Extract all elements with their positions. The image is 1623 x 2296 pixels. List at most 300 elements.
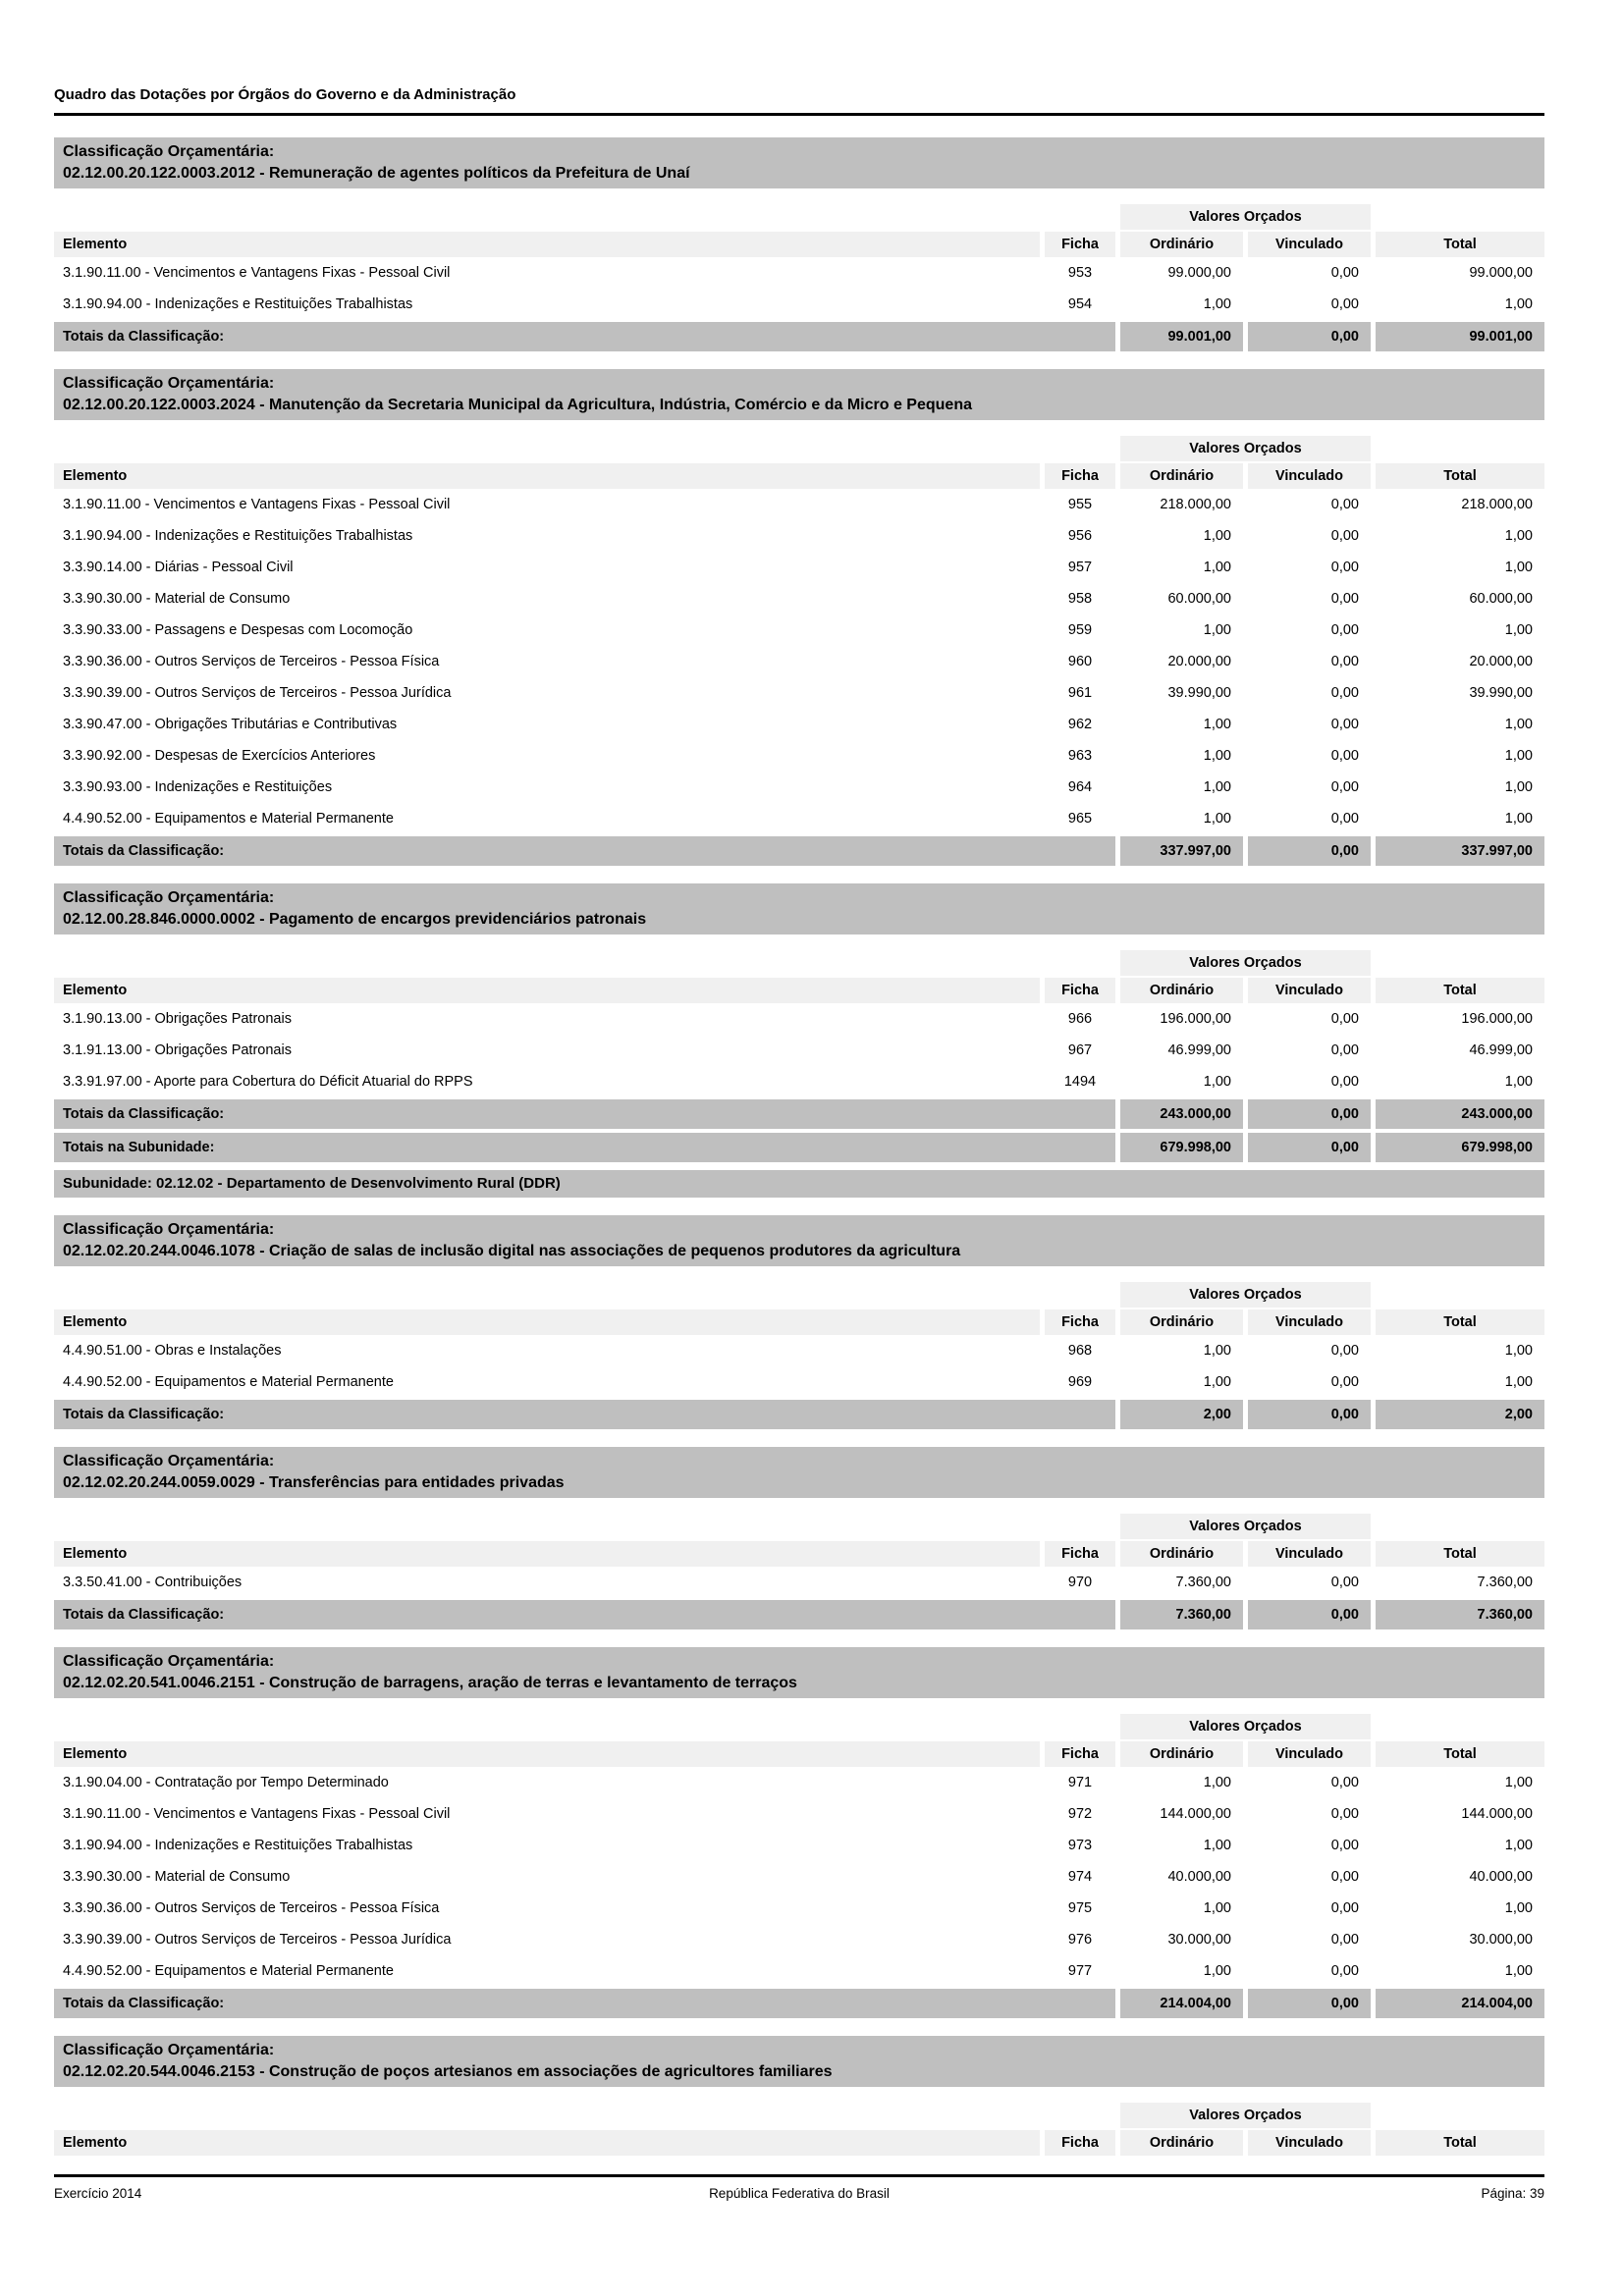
vinculado-cell: 0,00 — [1330, 748, 1359, 764]
elemento-cell: 3.3.90.39.00 - Outros Serviços de Terceiros - Pessoa Jurídica — [63, 1932, 452, 1948]
spacer — [54, 204, 1040, 230]
column-header-row — [54, 2130, 1544, 2156]
table-row — [54, 1567, 1544, 1598]
table-row — [54, 1830, 1544, 1861]
table-row — [54, 677, 1544, 709]
classification-section — [54, 1447, 1544, 1629]
subunit-banner: Subunidade: 02.12.02 - Departamento de Desenvolvimento Rural (DDR) — [54, 1170, 1544, 1198]
ordinario-cell: 1,00 — [1203, 1074, 1231, 1090]
column-header-vinculado: Vinculado — [1248, 1309, 1371, 1335]
total-cell: 7.360,00 — [1477, 1575, 1533, 1590]
table-row — [54, 1366, 1544, 1398]
ordinario-cell: 1,00 — [1203, 1963, 1231, 1979]
total-cell: 1,00 — [1504, 1963, 1533, 1979]
ficha-cell: 955 — [1067, 497, 1093, 512]
vinculado-cell: 0,00 — [1330, 1806, 1359, 1822]
column-header-row — [54, 1541, 1544, 1567]
ordinario-cell: 1,00 — [1203, 1343, 1231, 1359]
ficha-cell: 957 — [1067, 560, 1093, 575]
vinculado-cell: 0,00 — [1330, 654, 1359, 669]
vinculado-cell: 0,00 — [1330, 1074, 1359, 1090]
spacer — [54, 1514, 1040, 1539]
table-row — [54, 289, 1544, 320]
ordinario-cell: 1,00 — [1203, 1374, 1231, 1390]
classification-totals-row-label: Totais da Classificação: — [54, 322, 1115, 351]
vinculado-cell: 0,00 — [1330, 1900, 1359, 1916]
column-header-ordinario: Ordinário — [1120, 1309, 1243, 1335]
vinculado-cell: 0,00 — [1330, 1838, 1359, 1853]
ficha-cell: 958 — [1067, 591, 1093, 607]
spacer — [1376, 950, 1544, 976]
total-cell: 144.000,00 — [1461, 1806, 1533, 1822]
vinculado-cell: 0,00 — [1330, 560, 1359, 575]
table-row — [54, 1861, 1544, 1893]
vinculado-cell: 0,00 — [1330, 1775, 1359, 1790]
classification-totals-row-ordinario: 337.997,00 — [1120, 836, 1243, 866]
classification-section — [54, 1647, 1544, 2018]
elemento-cell: 3.3.90.92.00 - Despesas de Exercícios Anteriores — [63, 748, 376, 764]
vinculado-cell: 0,00 — [1330, 528, 1359, 544]
table-row — [54, 1066, 1544, 1097]
valores-orcados-row — [54, 1514, 1544, 1539]
column-header-row — [54, 978, 1544, 1003]
column-header-ficha: Ficha — [1045, 978, 1115, 1003]
vinculado-cell: 0,00 — [1330, 1042, 1359, 1058]
ordinario-cell: 218.000,00 — [1160, 497, 1231, 512]
classification-banner — [54, 2036, 1544, 2087]
elemento-cell: 3.3.90.39.00 - Outros Serviços de Terceiros - Pessoa Jurídica — [63, 685, 452, 701]
classification-banner — [54, 1447, 1544, 1498]
ficha-cell: 977 — [1067, 1963, 1093, 1979]
ordinario-cell: 7.360,00 — [1175, 1575, 1231, 1590]
column-header-vinculado: Vinculado — [1248, 978, 1371, 1003]
classification-label: Classificação Orçamentária: — [63, 1653, 275, 1670]
page-footer — [54, 2174, 1544, 2201]
vinculado-cell: 0,00 — [1330, 811, 1359, 827]
column-header-elemento: Elemento — [54, 463, 1040, 489]
classification-totals-row-total: 214.004,00 — [1376, 1989, 1544, 2018]
ordinario-cell: 1,00 — [1203, 296, 1231, 312]
report-page — [54, 0, 1544, 2156]
column-header-ficha: Ficha — [1045, 1309, 1115, 1335]
spacer — [1045, 1282, 1115, 1308]
ficha-cell: 953 — [1067, 265, 1093, 281]
elemento-cell: 3.1.90.11.00 - Vencimentos e Vantagens Fixas - Pessoal Civil — [63, 265, 451, 281]
classification-totals-row-ordinario: 214.004,00 — [1120, 1989, 1243, 2018]
table-row — [54, 1035, 1544, 1066]
ordinario-cell: 60.000,00 — [1167, 591, 1231, 607]
vinculado-cell: 0,00 — [1330, 717, 1359, 732]
column-header-vinculado: Vinculado — [1248, 232, 1371, 257]
total-cell: 1,00 — [1504, 560, 1533, 575]
column-header-ordinario: Ordinário — [1120, 232, 1243, 257]
classification-label: Classificação Orçamentária: — [63, 889, 275, 906]
ficha-cell: 968 — [1067, 1343, 1093, 1359]
column-header-total: Total — [1376, 232, 1544, 257]
ordinario-cell: 39.990,00 — [1167, 685, 1231, 701]
column-header-ordinario: Ordinário — [1120, 463, 1243, 489]
vinculado-cell: 0,00 — [1330, 1374, 1359, 1390]
classification-label: Classificação Orçamentária: — [63, 2042, 275, 2058]
valores-orcados-row — [54, 436, 1544, 461]
classification-totals-row-ordinario: 243.000,00 — [1120, 1099, 1243, 1129]
classification-totals-row-total: 7.360,00 — [1376, 1600, 1544, 1629]
classification-section — [54, 137, 1544, 351]
vinculado-cell: 0,00 — [1330, 296, 1359, 312]
classification-banner — [54, 883, 1544, 934]
vinculado-cell: 0,00 — [1330, 1011, 1359, 1027]
total-cell: 1,00 — [1504, 748, 1533, 764]
vinculado-cell: 0,00 — [1330, 779, 1359, 795]
total-cell: 1,00 — [1504, 1074, 1533, 1090]
ordinario-cell: 1,00 — [1203, 779, 1231, 795]
classification-totals-row-total: 99.001,00 — [1376, 322, 1544, 351]
ficha-cell: 962 — [1067, 717, 1093, 732]
ficha-cell: 972 — [1067, 1806, 1093, 1822]
vinculado-cell: 0,00 — [1330, 1932, 1359, 1948]
classification-totals-row-ordinario: 99.001,00 — [1120, 322, 1243, 351]
classification-totals-row-label: Totais da Classificação: — [54, 836, 1115, 866]
ficha-cell: 971 — [1067, 1775, 1093, 1790]
elemento-cell: 3.1.91.13.00 - Obrigações Patronais — [63, 1042, 292, 1058]
spacer — [1045, 2103, 1115, 2128]
total-cell: 1,00 — [1504, 296, 1533, 312]
classification-totals-row-vinculado: 0,00 — [1248, 1400, 1371, 1429]
classification-totals-row — [54, 1099, 1544, 1129]
ordinario-cell: 1,00 — [1203, 1900, 1231, 1916]
ordinario-cell: 1,00 — [1203, 1775, 1231, 1790]
total-cell: 46.999,00 — [1469, 1042, 1533, 1058]
elemento-cell: 3.1.90.13.00 - Obrigações Patronais — [63, 1011, 292, 1027]
table-row — [54, 646, 1544, 677]
total-cell: 30.000,00 — [1469, 1932, 1533, 1948]
table-row — [54, 1893, 1544, 1924]
column-header-row — [54, 232, 1544, 257]
table-row — [54, 803, 1544, 834]
column-header-vinculado: Vinculado — [1248, 1541, 1371, 1567]
table-row — [54, 614, 1544, 646]
elemento-cell: 3.3.90.36.00 - Outros Serviços de Terceiros - Pessoa Física — [63, 1900, 440, 1916]
total-cell: 20.000,00 — [1469, 654, 1533, 669]
ficha-cell: 1494 — [1063, 1074, 1097, 1090]
column-header-ordinario: Ordinário — [1120, 1741, 1243, 1767]
ordinario-cell: 1,00 — [1203, 811, 1231, 827]
ordinario-cell: 1,00 — [1203, 748, 1231, 764]
classification-section — [54, 369, 1544, 866]
classification-code: 02.12.02.20.541.0046.2151 - Construção de barragens, aração de terras e levantamento de terraços — [63, 1675, 797, 1691]
valores-orcados-row — [54, 1714, 1544, 1739]
classification-banner — [54, 1215, 1544, 1266]
classification-section — [54, 2036, 1544, 2156]
valores-orcados-header: Valores Orçados — [1120, 436, 1371, 461]
column-header-row — [54, 1309, 1544, 1335]
elemento-cell: 3.1.90.94.00 - Indenizações e Restituições Trabalhistas — [63, 528, 413, 544]
column-header-total: Total — [1376, 1541, 1544, 1567]
ficha-cell: 963 — [1067, 748, 1093, 764]
vinculado-cell: 0,00 — [1330, 622, 1359, 638]
spacer — [1376, 436, 1544, 461]
classification-totals-row — [54, 836, 1544, 866]
table-row — [54, 740, 1544, 772]
report-body — [54, 137, 1544, 2156]
table-row — [54, 552, 1544, 583]
ficha-cell: 966 — [1067, 1011, 1093, 1027]
elemento-cell: 4.4.90.52.00 - Equipamentos e Material Permanente — [63, 1963, 394, 1979]
ordinario-cell: 1,00 — [1203, 622, 1231, 638]
total-cell: 1,00 — [1504, 1838, 1533, 1853]
footer-country: República Federativa do Brasil — [709, 2186, 890, 2201]
spacer — [54, 1714, 1040, 1739]
classification-code: 02.12.00.28.846.0000.0002 - Pagamento de encargos previdenciários patronais — [63, 911, 647, 928]
valores-orcados-header: Valores Orçados — [1120, 204, 1371, 230]
column-header-vinculado: Vinculado — [1248, 463, 1371, 489]
elemento-cell: 3.3.50.41.00 - Contribuições — [63, 1575, 243, 1590]
subunit-totals-row-total: 679.998,00 — [1376, 1133, 1544, 1162]
ordinario-cell: 1,00 — [1203, 528, 1231, 544]
spacer — [1376, 204, 1544, 230]
classification-totals-row-vinculado: 0,00 — [1248, 836, 1371, 866]
classification-banner — [54, 137, 1544, 188]
classification-totals-row-label: Totais da Classificação: — [54, 1600, 1115, 1629]
column-header-elemento: Elemento — [54, 1541, 1040, 1567]
ordinario-cell: 30.000,00 — [1167, 1932, 1231, 1948]
column-header-ordinario: Ordinário — [1120, 978, 1243, 1003]
ficha-cell: 956 — [1067, 528, 1093, 544]
spacer — [1045, 436, 1115, 461]
column-header-ordinario: Ordinário — [1120, 2130, 1243, 2156]
classification-label: Classificação Orçamentária: — [63, 1221, 275, 1238]
valores-orcados-row — [54, 950, 1544, 976]
vinculado-cell: 0,00 — [1330, 1963, 1359, 1979]
vinculado-cell: 0,00 — [1330, 497, 1359, 512]
column-header-row — [54, 463, 1544, 489]
valores-orcados-row — [54, 1282, 1544, 1308]
vinculado-cell: 0,00 — [1330, 685, 1359, 701]
classification-code: 02.12.00.20.122.0003.2024 - Manutenção da Secretaria Municipal da Agricultura, Indústria, Comércio e da Micro e Pequena — [63, 397, 972, 413]
table-row — [54, 257, 1544, 289]
table-row — [54, 1955, 1544, 1987]
classification-totals-row — [54, 322, 1544, 351]
ficha-cell: 960 — [1067, 654, 1093, 669]
table-row — [54, 1924, 1544, 1955]
ficha-cell: 976 — [1067, 1932, 1093, 1948]
column-header-total: Total — [1376, 1309, 1544, 1335]
spacer — [54, 1282, 1040, 1308]
classification-section — [54, 883, 1544, 1198]
column-header-ficha: Ficha — [1045, 1541, 1115, 1567]
column-header-total: Total — [1376, 1741, 1544, 1767]
total-cell: 1,00 — [1504, 717, 1533, 732]
ordinario-cell: 46.999,00 — [1167, 1042, 1231, 1058]
ficha-cell: 965 — [1067, 811, 1093, 827]
vinculado-cell: 0,00 — [1330, 1869, 1359, 1885]
classification-totals-row-label: Totais da Classificação: — [54, 1989, 1115, 2018]
column-header-ordinario: Ordinário — [1120, 1541, 1243, 1567]
subunit-totals-row — [54, 1133, 1544, 1162]
classification-totals-row-vinculado: 0,00 — [1248, 1099, 1371, 1129]
column-header-elemento: Elemento — [54, 2130, 1040, 2156]
spacer — [54, 950, 1040, 976]
spacer — [1045, 1514, 1115, 1539]
spacer — [1045, 204, 1115, 230]
classification-totals-row-ordinario: 2,00 — [1120, 1400, 1243, 1429]
total-cell: 40.000,00 — [1469, 1869, 1533, 1885]
column-header-row — [54, 1741, 1544, 1767]
subunit-totals-row-label: Totais na Subunidade: — [54, 1133, 1115, 1162]
vinculado-cell: 0,00 — [1330, 265, 1359, 281]
elemento-cell: 3.1.90.11.00 - Vencimentos e Vantagens Fixas - Pessoal Civil — [63, 1806, 451, 1822]
total-cell: 218.000,00 — [1461, 497, 1533, 512]
total-cell: 196.000,00 — [1461, 1011, 1533, 1027]
spacer — [1376, 2103, 1544, 2128]
column-header-ficha: Ficha — [1045, 1741, 1115, 1767]
footer-page-number: Página: 39 — [1481, 2186, 1544, 2201]
classification-code: 02.12.00.20.122.0003.2012 - Remuneração de agentes políticos da Prefeitura de Unaí — [63, 165, 690, 182]
column-header-total: Total — [1376, 463, 1544, 489]
spacer — [54, 436, 1040, 461]
classification-totals-row — [54, 1400, 1544, 1429]
classification-totals-row-total: 243.000,00 — [1376, 1099, 1544, 1129]
vinculado-cell: 0,00 — [1330, 591, 1359, 607]
elemento-cell: 3.1.90.11.00 - Vencimentos e Vantagens Fixas - Pessoal Civil — [63, 497, 451, 512]
ordinario-cell: 1,00 — [1203, 717, 1231, 732]
vinculado-cell: 0,00 — [1330, 1575, 1359, 1590]
total-cell: 60.000,00 — [1469, 591, 1533, 607]
classification-label: Classificação Orçamentária: — [63, 143, 275, 160]
footer-exercise: Exercício 2014 — [54, 2186, 142, 2201]
total-cell: 1,00 — [1504, 622, 1533, 638]
classification-banner — [54, 1647, 1544, 1698]
table-row — [54, 1798, 1544, 1830]
table-row — [54, 772, 1544, 803]
column-header-total: Total — [1376, 2130, 1544, 2156]
classification-totals-row-vinculado: 0,00 — [1248, 322, 1371, 351]
ordinario-cell: 40.000,00 — [1167, 1869, 1231, 1885]
column-header-ficha: Ficha — [1045, 232, 1115, 257]
classification-totals-row — [54, 1600, 1544, 1629]
ficha-cell: 975 — [1067, 1900, 1093, 1916]
elemento-cell: 3.3.90.30.00 - Material de Consumo — [63, 1869, 291, 1885]
valores-orcados-header: Valores Orçados — [1120, 1514, 1371, 1539]
elemento-cell: 3.1.90.94.00 - Indenizações e Restituições Trabalhistas — [63, 296, 413, 312]
valores-orcados-header: Valores Orçados — [1120, 1714, 1371, 1739]
classification-code: 02.12.02.20.244.0059.0029 - Transferências para entidades privadas — [63, 1474, 565, 1491]
spacer — [1045, 950, 1115, 976]
ficha-cell: 959 — [1067, 622, 1093, 638]
column-header-elemento: Elemento — [54, 1741, 1040, 1767]
elemento-cell: 3.3.90.36.00 - Outros Serviços de Terceiros - Pessoa Física — [63, 654, 440, 669]
elemento-cell: 3.3.91.97.00 - Aporte para Cobertura do Déficit Atuarial do RPPS — [63, 1074, 473, 1090]
elemento-cell: 4.4.90.51.00 - Obras e Instalações — [63, 1343, 282, 1359]
classification-totals-row-ordinario: 7.360,00 — [1120, 1600, 1243, 1629]
table-row — [54, 1335, 1544, 1366]
classification-totals-row-label: Totais da Classificação: — [54, 1400, 1115, 1429]
ficha-cell: 970 — [1067, 1575, 1093, 1590]
classification-totals-row-total: 2,00 — [1376, 1400, 1544, 1429]
subunit-totals-row-ordinario: 679.998,00 — [1120, 1133, 1243, 1162]
total-cell: 1,00 — [1504, 1374, 1533, 1390]
ordinario-cell: 1,00 — [1203, 1838, 1231, 1853]
ordinario-cell: 1,00 — [1203, 560, 1231, 575]
column-header-elemento: Elemento — [54, 978, 1040, 1003]
classification-section — [54, 1215, 1544, 1429]
ficha-cell: 969 — [1067, 1374, 1093, 1390]
ordinario-cell: 99.000,00 — [1167, 265, 1231, 281]
table-row — [54, 583, 1544, 614]
ficha-cell: 954 — [1067, 296, 1093, 312]
classification-banner — [54, 369, 1544, 420]
ordinario-cell: 144.000,00 — [1160, 1806, 1231, 1822]
classification-totals-row — [54, 1989, 1544, 2018]
column-header-vinculado: Vinculado — [1248, 2130, 1371, 2156]
classification-totals-row-label: Totais da Classificação: — [54, 1099, 1115, 1129]
ficha-cell: 973 — [1067, 1838, 1093, 1853]
spacer — [1376, 1514, 1544, 1539]
classification-label: Classificação Orçamentária: — [63, 1453, 275, 1469]
spacer — [1045, 1714, 1115, 1739]
total-cell: 39.990,00 — [1469, 685, 1533, 701]
total-cell: 1,00 — [1504, 779, 1533, 795]
subunit-totals-row-vinculado: 0,00 — [1248, 1133, 1371, 1162]
total-cell: 1,00 — [1504, 1343, 1533, 1359]
ficha-cell: 964 — [1067, 779, 1093, 795]
ficha-cell: 961 — [1067, 685, 1093, 701]
elemento-cell: 3.3.90.33.00 - Passagens e Despesas com Locomoção — [63, 622, 413, 638]
elemento-cell: 3.3.90.14.00 - Diárias - Pessoal Civil — [63, 560, 294, 575]
column-header-vinculado: Vinculado — [1248, 1741, 1371, 1767]
table-row — [54, 1003, 1544, 1035]
column-header-elemento: Elemento — [54, 1309, 1040, 1335]
ficha-cell: 967 — [1067, 1042, 1093, 1058]
elemento-cell: 4.4.90.52.00 - Equipamentos e Material Permanente — [63, 1374, 394, 1390]
elemento-cell: 3.3.90.47.00 - Obrigações Tributárias e Contributivas — [63, 717, 398, 732]
classification-totals-row-total: 337.997,00 — [1376, 836, 1544, 866]
spacer — [54, 2103, 1040, 2128]
page-title: Quadro das Dotações por Órgãos do Governo e da Administração — [54, 0, 1544, 116]
table-row — [54, 489, 1544, 520]
total-cell: 1,00 — [1504, 528, 1533, 544]
column-header-elemento: Elemento — [54, 232, 1040, 257]
classification-code: 02.12.02.20.544.0046.2153 - Construção de poços artesianos em associações de agricultores familiares — [63, 2063, 833, 2080]
total-cell: 99.000,00 — [1469, 265, 1533, 281]
ordinario-cell: 196.000,00 — [1160, 1011, 1231, 1027]
elemento-cell: 3.1.90.04.00 - Contratação por Tempo Determinado — [63, 1775, 389, 1790]
table-row — [54, 520, 1544, 552]
column-header-ficha: Ficha — [1045, 2130, 1115, 2156]
valores-orcados-header: Valores Orçados — [1120, 950, 1371, 976]
column-header-total: Total — [1376, 978, 1544, 1003]
classification-totals-row-vinculado: 0,00 — [1248, 1600, 1371, 1629]
column-header-ficha: Ficha — [1045, 463, 1115, 489]
valores-orcados-row — [54, 2103, 1544, 2128]
elemento-cell: 3.1.90.94.00 - Indenizações e Restituições Trabalhistas — [63, 1838, 413, 1853]
ficha-cell: 974 — [1067, 1869, 1093, 1885]
table-row — [54, 709, 1544, 740]
elemento-cell: 4.4.90.52.00 - Equipamentos e Material Permanente — [63, 811, 394, 827]
total-cell: 1,00 — [1504, 1775, 1533, 1790]
valores-orcados-header: Valores Orçados — [1120, 2103, 1371, 2128]
total-cell: 1,00 — [1504, 1900, 1533, 1916]
table-row — [54, 1767, 1544, 1798]
spacer — [1376, 1282, 1544, 1308]
ordinario-cell: 20.000,00 — [1167, 654, 1231, 669]
classification-totals-row-vinculado: 0,00 — [1248, 1989, 1371, 2018]
classification-code: 02.12.02.20.244.0046.1078 - Criação de salas de inclusão digital nas associações de pequenos produtores da agricultura — [63, 1243, 961, 1259]
total-cell: 1,00 — [1504, 811, 1533, 827]
elemento-cell: 3.3.90.93.00 - Indenizações e Restituições — [63, 779, 333, 795]
spacer — [1376, 1714, 1544, 1739]
valores-orcados-header: Valores Orçados — [1120, 1282, 1371, 1308]
